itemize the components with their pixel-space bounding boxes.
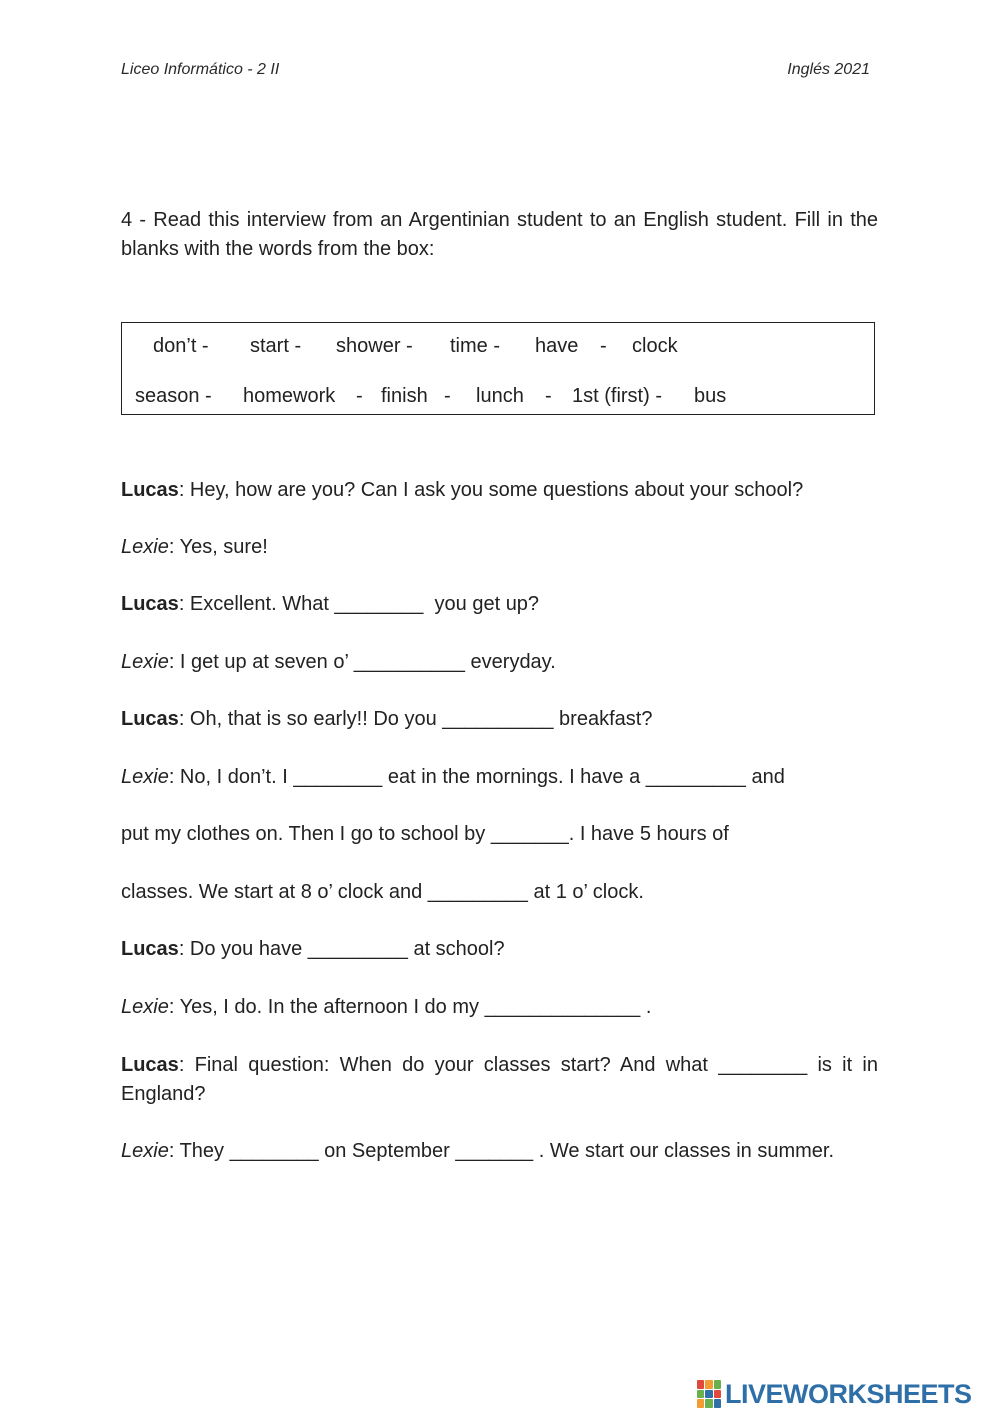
word-item: lunch (476, 385, 524, 407)
dialogue-line (121, 878, 878, 907)
speaker-name: Lexie (121, 1140, 169, 1162)
word-item: start - (250, 335, 302, 357)
dialogue-text: : Hey, how are you? Can I ask you some questions about your school? (178, 479, 804, 501)
speaker-name: Lucas (121, 479, 179, 501)
instructions: 4 - Read this interview from an Argentinian student to an English student. Fill in the blanks with the words from the box: (121, 209, 878, 260)
word-item: homework (243, 385, 336, 407)
dialogue-text: classes. We start at 8 o’ clock and _________ at 1 o’ clock. (121, 881, 644, 903)
dialogue-text: : They ________ on September _______ . We start our classes in summer. (168, 1140, 835, 1162)
dialogue-text: : Yes, sure! (168, 536, 268, 558)
watermark-text: LIVEWORKSHEETS (725, 1378, 972, 1409)
dialogue-text: put my clothes on. Then I go to school by _______. I have 5 hours of (121, 823, 729, 845)
word-item: season - (135, 385, 212, 407)
dialogue-line (121, 820, 878, 849)
dialogue-line (121, 1137, 878, 1166)
dialogue-line (121, 1051, 878, 1109)
speaker-name: Lexie (121, 536, 169, 558)
header-school: Liceo Informático - 2 II (121, 61, 280, 78)
header-course: Inglés 2021 (787, 61, 870, 78)
liveworksheets-logo (697, 1378, 972, 1410)
word-item: - (444, 385, 451, 407)
word-item: time - (450, 335, 500, 357)
word-item: shower - (336, 335, 413, 357)
speaker-name: Lexie (121, 766, 169, 788)
word-item: don’t - (153, 335, 209, 357)
dialogue-line (121, 648, 878, 677)
dialogue-text: : Final question: When do your classes start? And what ________ is it in England? (121, 1054, 878, 1105)
dialogue-line (121, 763, 878, 792)
speaker-name: Lexie (121, 651, 169, 673)
dialogue-text: : No, I don’t. I ________ eat in the mornings. I have a _________ and (168, 766, 785, 788)
dialogue-line (121, 476, 878, 505)
dialogue-line (121, 590, 878, 619)
word-item: bus (694, 385, 727, 407)
dialogue-line (121, 935, 878, 964)
speaker-name: Lucas (121, 708, 179, 730)
word-item: - (356, 385, 363, 407)
word-item: - (545, 385, 552, 407)
liveworksheets-logo-icon (697, 1380, 721, 1408)
speaker-name: Lucas (121, 1054, 179, 1076)
speaker-name: Lucas (121, 938, 179, 960)
dialogue-text: : I get up at seven o’ __________ everyday. (168, 651, 556, 673)
dialogue-text: : Yes, I do. In the afternoon I do my ______________ . (168, 996, 652, 1018)
word-item: clock (632, 335, 678, 357)
dialogue-line (121, 533, 878, 562)
speaker-name: Lexie (121, 996, 169, 1018)
word-item: - (600, 335, 607, 357)
dialogue-text: : Do you have _________ at school? (178, 938, 505, 960)
speaker-name: Lucas (121, 593, 179, 615)
dialogue-line (121, 705, 878, 734)
word-item: have (535, 335, 579, 357)
dialogue-text: : Excellent. What ________ you get up? (178, 593, 540, 615)
word-box (121, 322, 875, 415)
dialogue-text: : Oh, that is so early!! Do you __________ breakfast? (178, 708, 653, 730)
dialogue-line (121, 993, 878, 1022)
word-item: finish (381, 385, 428, 407)
word-item: 1st (first) - (572, 385, 662, 407)
